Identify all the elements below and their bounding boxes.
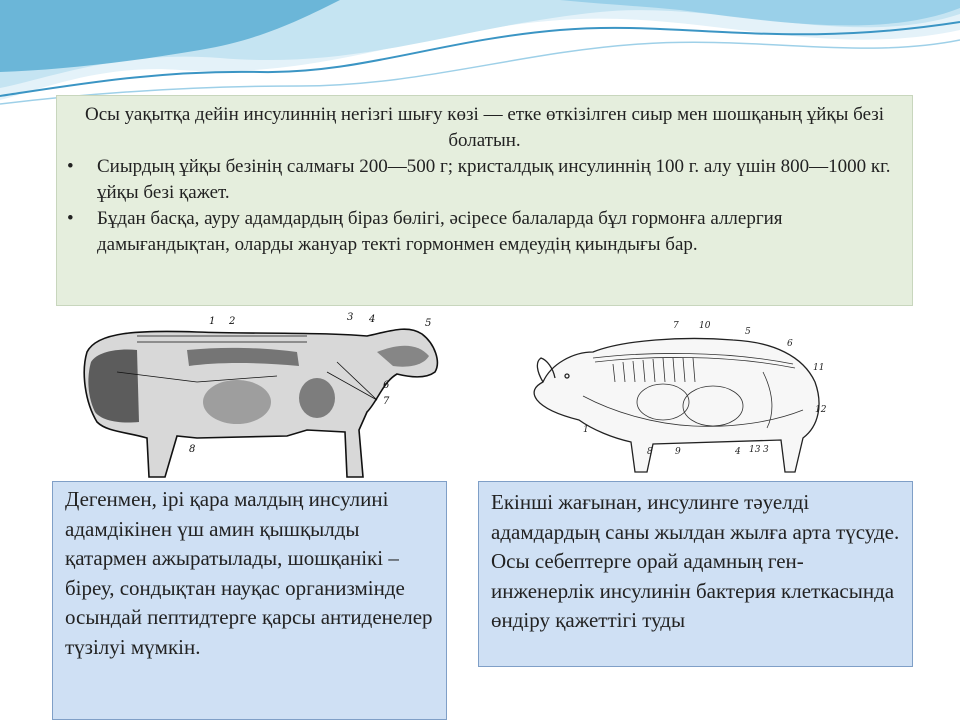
pig-label: 13 [749, 445, 761, 455]
recombinant-insulin-paragraph: Екінші жағынан, инсулинге тәуелді адамдардың саны жылдан жылға арта түсуде. Осы себептерге орай адамның ген-инженерлік инсулинін бактерия клеткасында өндіру қажеттігі туды [491, 490, 900, 632]
pig-label: 4 [735, 447, 741, 457]
pig-label: 11 [813, 363, 825, 373]
cow-label: 5 [425, 318, 432, 329]
pig-label: 3 [763, 445, 769, 455]
bullet-marker: • [67, 156, 74, 177]
bullet-item [67, 154, 898, 206]
pig-label: 9 [675, 447, 681, 457]
bovine-insulin-paragraph: Дегенмен, ірі қара малдың инсулині адамдікінен үш амин қышқылды қатармен ажыратылады, шошқанікі – біреу, сондықтан науқас организмінде осындай пептидтерге қарсы антиденелер түзілуі мүмкін. [65, 487, 433, 659]
bullet-marker: • [67, 208, 74, 229]
cow-anatomy-illustration [77, 312, 447, 482]
header-wave-decoration [0, 0, 960, 110]
cow-label: 2 [229, 316, 236, 327]
pig-label: 6 [787, 339, 793, 349]
intro-paragraph: Осы уақытқа дейін инсулиннің негізгі шығу көзі — етке өткізілген сиыр мен шошқаның ұйқы безі болатын. [84, 104, 885, 151]
cow-label: 4 [369, 314, 376, 325]
pig-label: 8 [647, 447, 653, 457]
cow-label: 3 [347, 312, 354, 323]
bullet-text: Сиырдың ұйқы безінің салмағы 200—500 г; кристалдық инсулиннің 100 г. алу үшін 800—1000 кг. ұйқы безі қажет. [97, 156, 891, 203]
cow-label: 8 [189, 444, 196, 455]
intro-text-box [56, 95, 913, 306]
bullet-text: Бұдан басқа, ауру адамдардың біраз бөлігі, әсіресе балаларда бұл гормонға аллергия дамығандықтан, оларды жануар текті гормонмен емдеудің қиындығы бар. [97, 208, 783, 255]
bovine-insulin-text-box [52, 481, 447, 720]
pig-label: 10 [699, 321, 711, 331]
cow-label: 1 [209, 316, 216, 327]
recombinant-insulin-text-box [478, 481, 913, 667]
bullet-list [57, 154, 912, 258]
cow-label: 7 [383, 396, 390, 407]
pig-label: 7 [673, 321, 679, 331]
pig-anatomy-illustration [523, 312, 833, 482]
pig-label: 1 [583, 425, 589, 435]
bullet-item [67, 206, 898, 258]
cow-label: 6 [383, 380, 390, 391]
pig-label: 12 [815, 405, 827, 415]
pig-label: 5 [745, 327, 751, 337]
